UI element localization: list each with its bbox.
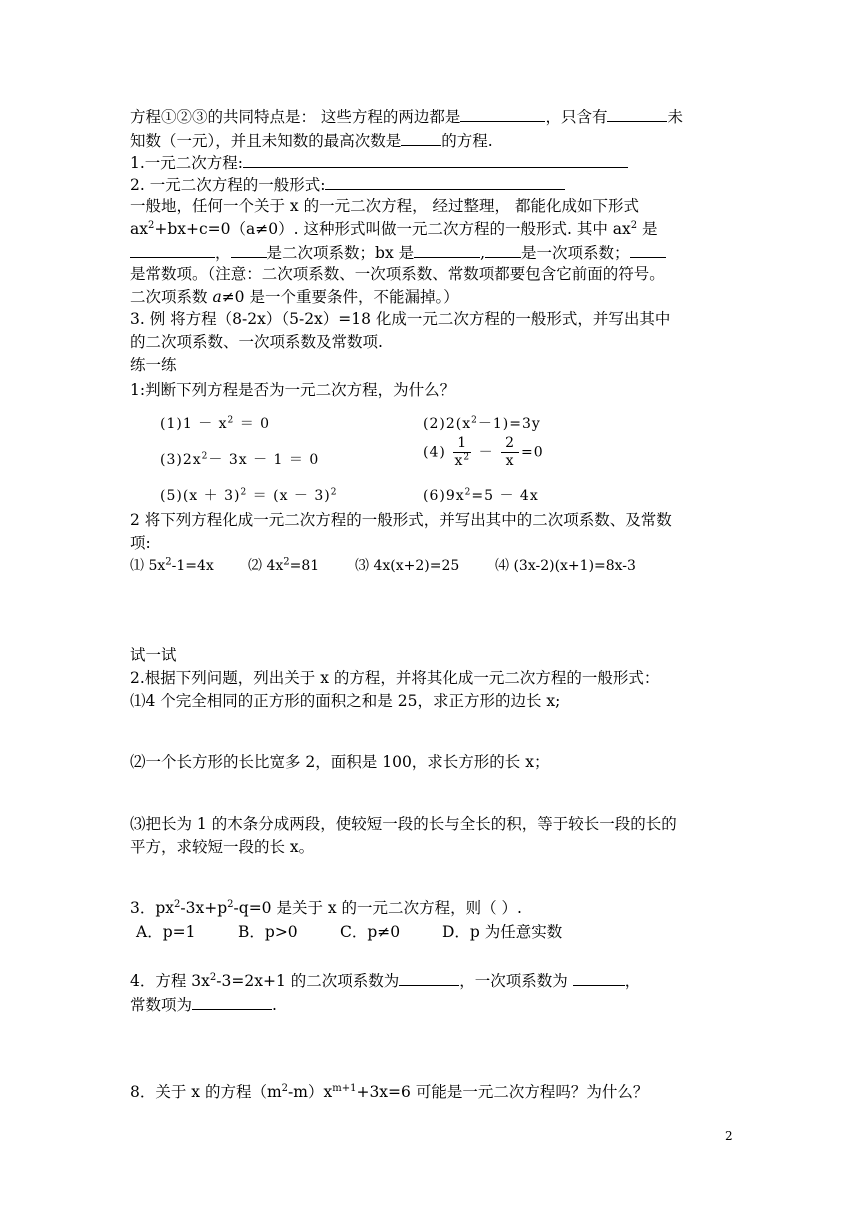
variable-a: a [212,288,222,306]
question-5-line-2 [130,994,277,1015]
question-2-line-2 [130,533,151,553]
text: ⑵ 4x [248,558,284,574]
text: , [480,244,486,262]
q2-item-3 [355,556,459,576]
text: x [454,453,464,469]
text: 试一试 [130,646,177,664]
blank-linear-term [414,242,480,258]
text: ＝ (x － 3) [247,488,331,504]
text: -m）x [288,1083,333,1101]
text: (6)9x [423,488,465,504]
text: (3)2x [160,452,202,468]
question-3-title [130,668,659,688]
fraction-2 [501,435,519,470]
blank-definition [243,152,628,168]
exponent: 2 [227,415,235,426]
text: A．p=1 [136,923,196,941]
exponent: 2 [165,556,172,568]
equation-1 [160,413,270,433]
text: +bx+c=0（a≠0）. 这种形式叫做一元二次方程的一般形式. 其中 ax [154,220,631,238]
text: . [272,996,277,1014]
numerator: 2 [501,435,519,453]
text: +3x=6 可能是一元二次方程吗？为什么？ [356,1083,649,1101]
question-4 [130,898,522,918]
text: -q=0 是关于 x 的一元二次方程，则（ ）. [233,899,522,917]
exponent: 2 [209,971,217,983]
text: -3=2x+1 的二次项系数为 [216,972,400,990]
general-line-2 [130,219,658,239]
exponent: 2 [240,487,248,498]
definition-2 [130,174,565,195]
text: -1=4x [171,558,214,574]
equation-4 [423,435,544,470]
page-number: 2 [725,1129,733,1143]
blank-constant-answer[interactable] [192,994,272,1010]
text: 1.一元二次方程: [130,154,244,172]
text: 2.根据下列问题，列出关于 x 的方程，并将其化成一元二次方程的一般形式： [130,669,660,687]
blank-both-sides [460,106,545,122]
exponent: 2 [463,452,471,463]
text: (2)2(x [423,416,472,432]
exponent: 2 [630,219,638,231]
question-8 [130,1082,648,1102]
equation-3 [160,449,319,469]
text: ⑴4 个完全相同的正方形的面积之和是 25，求正方形的边长 x; [130,692,561,710]
exponent: 2 [147,219,155,231]
text: 平方，求较短一段的长 x。 [130,838,315,856]
exponent: 2 [283,556,290,568]
blank-quadratic-coef [231,242,267,258]
blank-linear-coef [485,242,521,258]
text: ax [130,220,148,238]
option-d[interactable] [442,922,562,942]
example-line-2 [130,332,383,352]
text: 项: [130,534,151,552]
option-c[interactable] [340,922,400,942]
text: ，一次项系数为 [459,972,573,990]
equation-6 [423,485,539,505]
exponent: 2 [174,898,181,910]
text: 练一练 [130,356,177,374]
text: 一般地，任何一个关于 x 的一元二次方程， 经过整理， 都能化成如下形式 [130,197,639,215]
text: ， [215,244,231,262]
text: ⑵一个长方形的长比宽多 2，面积是 100，求长方形的长 x； [130,753,550,771]
blank-quadratic-coef-answer[interactable] [399,970,459,986]
text: ，只含有 [545,108,608,126]
text: =81 [289,558,320,574]
general-line-3 [130,242,666,263]
text: 是 [637,220,658,238]
text: 知数（一元），并且未知数的最高次数是 [130,132,402,150]
text: C．p≠0 [340,923,401,941]
example-line-1 [130,309,670,329]
exponent: 2 [227,898,234,910]
denominator: x [505,453,515,469]
text: 3. 例 将方程（8-2x）（5-2x）=18 化成一元二次方程的一般形式，并写出其中 [130,310,671,328]
problem-2 [130,752,549,772]
exponent: 2 [464,487,472,498]
text: ＝ 0 [234,416,271,432]
equation-2 [423,413,541,433]
text: (5)(x ＋ 3) [160,488,241,504]
text: 是常数项。（注意：二次项系数、一次项系数、常数项都要包含它前面的符号。 [130,265,665,283]
exponent: m+1 [332,1082,357,1094]
denominator [453,453,471,470]
text: － 3x － 1 ＝ 0 [208,452,320,468]
problem-3-line-1 [130,814,677,834]
option-b[interactable] [238,922,298,942]
problem-1 [130,691,560,711]
text: 1:判断下列方程是否为一元二次方程，为什么？ [130,381,456,399]
text: ⑴ 5x [130,558,166,574]
text: D．p 为任意实数 [442,923,563,941]
question-5-line-1 [130,970,640,991]
exponent: 2 [330,487,338,498]
blank-general-form [325,174,565,190]
text: =5 － 4x [471,488,539,504]
text: =0 [521,444,544,461]
text: (4) [423,444,446,461]
text: B．p>0 [238,923,298,941]
text: 常数项为 [130,996,193,1014]
q2-item-2 [248,556,319,576]
blank-quadratic-term [130,242,215,258]
general-line-5 [130,287,459,307]
text: 3．px [130,899,175,917]
text: －1)=3y [477,416,541,432]
text: ≠0 是一个重要条件，不能漏掉。） [221,288,459,306]
equation-5 [160,485,337,505]
text: ⑶ 4x(x+2)=25 [355,558,460,574]
text: -3x+p [180,899,228,917]
text: 2. 一元二次方程的一般形式: [130,176,326,194]
text: ⑷ (3x-2)(x+1)=8x-3 [495,558,636,574]
text: 方程①②③的共同特点是： 这些方程的两边都是 [130,108,461,126]
question-1-title [130,380,455,400]
try-heading [130,645,177,665]
intro-line-2 [130,130,493,151]
option-a[interactable] [136,922,195,942]
text: 是一次项系数； [521,244,630,262]
question-2-line-1 [130,510,672,530]
fraction-1 [453,435,471,470]
blank-constant [630,242,666,258]
text: ⑶把长为 1 的木条分成两段，使较短一段的长与全长的积，等于较长一段的长的 [130,815,677,833]
text: 是二次项系数；bx 是 [266,244,415,262]
general-line-1 [130,196,639,216]
blank-degree [401,130,441,146]
blank-linear-coef-answer[interactable] [573,970,625,986]
text: 的方程. [441,132,493,150]
practice-heading [130,355,177,375]
intro-line-1 [130,106,683,127]
text: － [478,444,494,461]
text: ， [624,972,641,990]
exponent: 2 [281,1082,289,1094]
general-line-4 [130,264,665,284]
definition-1 [130,152,628,173]
text: 的二次项系数、一次项系数及常数项. [130,333,383,351]
text: 8．关于 x 的方程（m [130,1083,282,1101]
blank-unknowns [607,106,667,122]
text: (1)1 － x [160,416,228,432]
problem-3-line-2 [130,837,314,857]
exponent: 2 [201,451,209,462]
q2-item-4 [495,556,636,576]
text: 2 将下列方程化成一元二次方程的一般形式，并写出其中的二次项系数、及常数 [130,511,672,529]
text: 未 [667,108,683,126]
text: 4．方程 3x [130,972,210,990]
q2-item-1 [130,556,214,576]
exponent: 2 [471,415,478,426]
text: 二次项系数 [130,288,213,306]
numerator: 1 [453,435,471,453]
